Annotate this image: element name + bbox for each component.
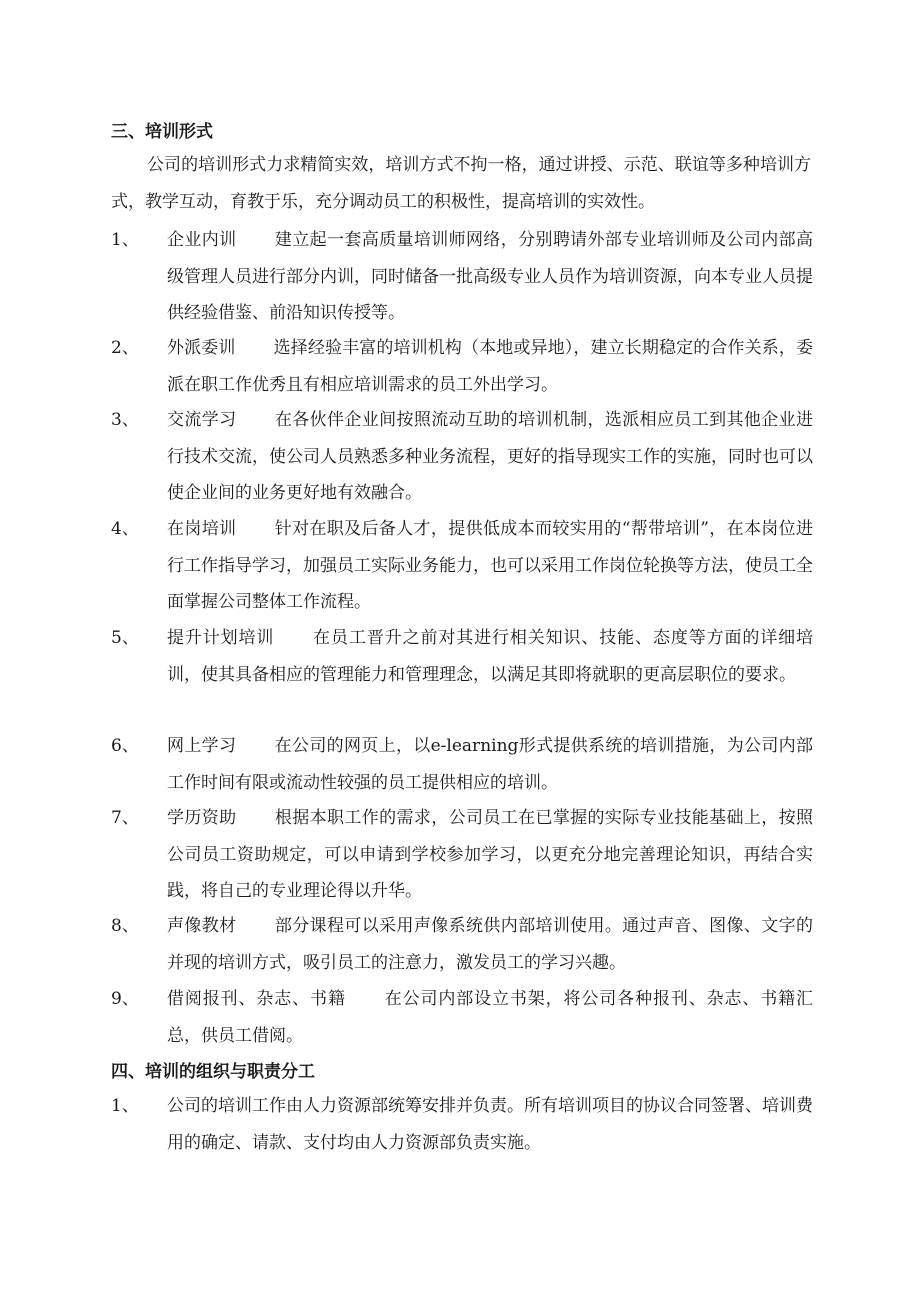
item-title: 借阅报刊、杂志、书籍 <box>167 989 346 1009</box>
item-number: 1、 <box>111 230 139 250</box>
item-title: 学历资助 <box>167 808 237 828</box>
section-heading: 四、培训的组织与职责分工 <box>111 1062 315 1082</box>
item-number: 4、 <box>111 519 139 539</box>
item-number: 6、 <box>111 736 139 756</box>
item-body <box>167 908 813 981</box>
item-number: 7、 <box>111 808 139 828</box>
item-title: 声像教材 <box>167 916 237 936</box>
item-title: 外派委训 <box>167 338 236 358</box>
item-text: 在公司的网页上，以e-learning形式提供系统的培训措施，为公司内部工作时间有限或流动性较强的员工提供相应的培训。 <box>167 736 814 793</box>
item-text: 选择经验丰富的培训机构（本地或异地），建立长期稳定的合作关系，委派在职工作优秀且有相应培训需求的员工外出学习。 <box>167 338 813 395</box>
item-title: 网上学习 <box>167 736 237 756</box>
item-body <box>167 981 813 1054</box>
item-body <box>167 222 813 332</box>
item-body <box>167 1088 813 1161</box>
item-number: 2、 <box>111 338 139 358</box>
section-intro: 公司的培训形式力求精简实效，培训方式不拘一格，通过讲授、示范、联谊等多种培训方式，教学互动，育教于乐，充分调动员工的积极性，提高培训的实效性。 <box>111 155 811 212</box>
item-text: 公司的培训工作由人力资源部统筹安排并负责。所有培训项目的协议合同签署、培训费用的确定、请款、支付均由人力资源部负责实施。 <box>167 1096 813 1153</box>
item-number: 9、 <box>111 989 139 1009</box>
item-title: 交流学习 <box>167 410 237 430</box>
item-text: 在员工晋升之前对其进行相关知识、技能、态度等方面的详细培训，使其具备相应的管理能力和管理理念，以满足其即将就职的更高层职位的要求。 <box>167 628 814 685</box>
section-heading: 三、培训形式 <box>111 122 213 142</box>
item-body <box>167 330 813 403</box>
item-body <box>167 620 813 693</box>
item-body <box>167 728 813 801</box>
item-body <box>167 800 813 910</box>
item-title: 提升计划培训 <box>167 628 275 648</box>
item-number: 8、 <box>111 916 139 936</box>
item-text: 部分课程可以采用声像系统供内部培训使用。通过声音、图像、文字的并现的培训方式，吸引员工的注意力，激发员工的学习兴趣。 <box>167 916 814 973</box>
item-body <box>167 511 813 621</box>
item-text: 建立起一套高质量培训师网络，分别聘请外部专业培训师及公司内部高级管理人员进行部分内训，同时储备一批高级专业人员作为培训资源，向本专业人员提供经验借鉴、前沿知识传授等。 <box>167 230 814 323</box>
item-title: 企业内训 <box>167 230 237 250</box>
item-number: 3、 <box>111 410 139 430</box>
item-title: 在岗培训 <box>167 519 237 539</box>
item-text: 在公司内部设立书架，将公司各种报刊、杂志、书籍汇总，供员工借阅。 <box>167 989 814 1046</box>
item-text: 根据本职工作的需求，公司员工在已掌握的实际专业技能基础上，按照公司员工资助规定，可以申请到学校参加学习，以更充分地完善理论知识，再结合实践，将自己的专业理论得以升华。 <box>167 808 814 901</box>
item-text: 在各伙伴企业间按照流动互助的培训机制，选派相应员工到其他企业进行技术交流，使公司人员熟悉多种业务流程，更好的指导现实工作的实施，同时也可以使企业间的业务更好地有效融合。 <box>167 410 814 503</box>
item-number: 5、 <box>111 628 139 648</box>
item-body <box>167 402 813 512</box>
item-number: 1、 <box>111 1096 139 1116</box>
item-text: 针对在职及后备人才，提供低成本而较实用的“帮带培训”，在本岗位进行工作指导学习，加强员工实际业务能力，也可以采用工作岗位轮换等方法，使员工全面掌握公司整体工作流程。 <box>167 519 813 612</box>
